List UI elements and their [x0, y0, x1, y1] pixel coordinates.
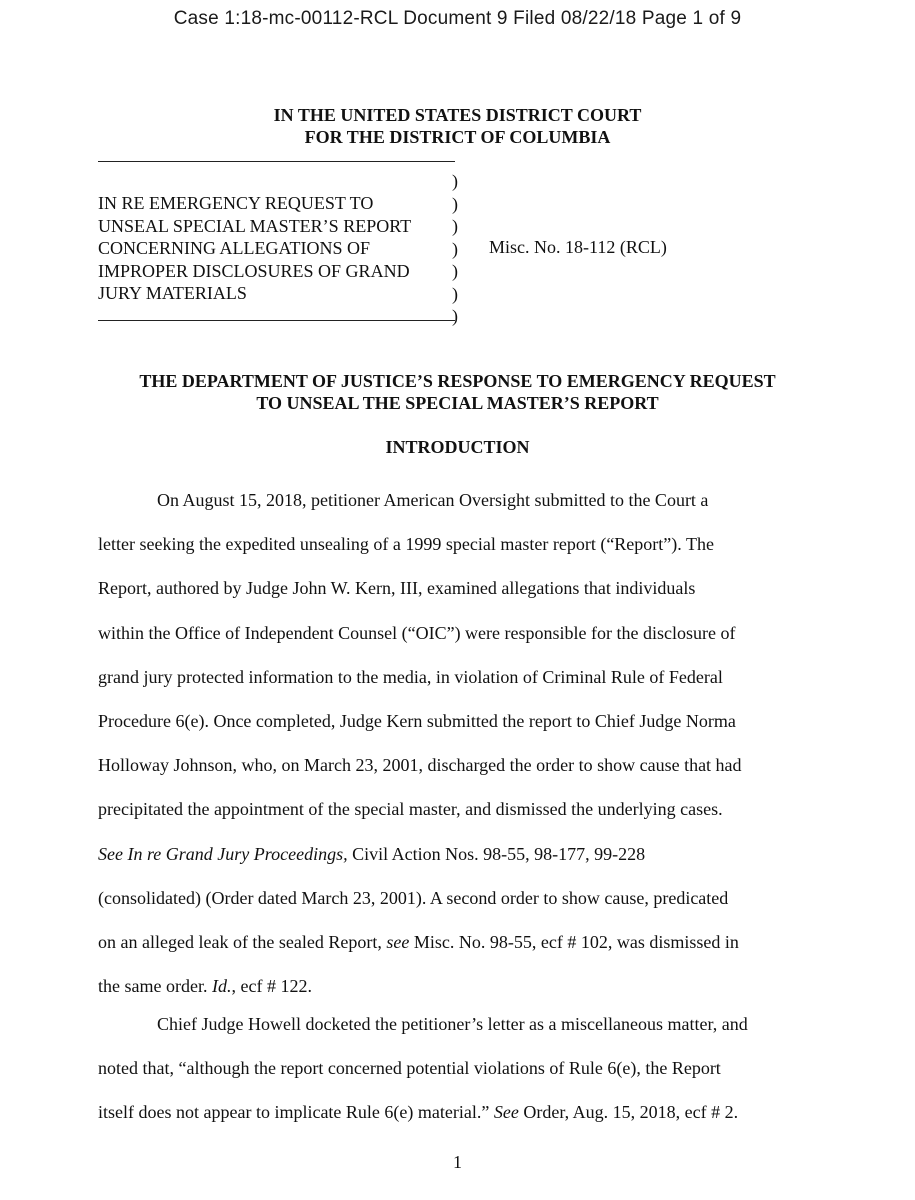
document-title-line1: THE DEPARTMENT OF JUSTICE’S RESPONSE TO EMERGENCY REQUEST — [139, 371, 776, 391]
caption-rule-bottom — [98, 320, 455, 321]
filing-stamp: Case 1:18-mc-00112-RCL Document 9 Filed 08/22/18 Page 1 of 9 — [173, 8, 742, 29]
paragraph-line: On August 15, 2018, petitioner American Oversight submitted to the Court a — [157, 490, 709, 510]
id-citation-italic: Id. — [211, 976, 232, 997]
caption-line: IMPROPER DISCLOSURES OF GRAND — [98, 260, 410, 281]
text-segment: itself does not appear to implicate Rule 6(e) material.” — [98, 1102, 494, 1123]
paragraph-line — [98, 832, 798, 876]
caption-line: CONCERNING ALLEGATIONS OF — [98, 238, 371, 258]
court-name-line2: FOR THE DISTRICT OF COLUMBIA — [304, 127, 611, 147]
paragraph-line: noted that, “although the report concerned potential violations of Rule 6(e), the Report — [98, 1058, 721, 1079]
signal-italic: see — [386, 931, 410, 952]
text-segment: , ecf # 122. — [231, 976, 312, 997]
caption-parens — [452, 170, 458, 328]
text-segment: on an alleged leak of the sealed Report, — [98, 931, 387, 952]
case-citation-italic: See In re Grand Jury Proceedings, — [98, 843, 348, 864]
caption-line: IN RE EMERGENCY REQUEST TO — [98, 193, 374, 213]
paren: ) — [452, 216, 458, 236]
paragraph-line: Holloway Johnson, who, on March 23, 2001, discharged the order to show cause that had — [98, 755, 742, 776]
paragraph-line — [98, 920, 798, 964]
paren: ) — [452, 171, 458, 191]
paragraph-line: Procedure 6(e). Once completed, Judge Kern submitted the report to Chief Judge Norma — [98, 710, 736, 731]
text-segment: the same order. — [98, 976, 212, 997]
court-name-line1: IN THE UNITED STATES DISTRICT COURT — [273, 105, 642, 125]
paragraph-line — [98, 1090, 798, 1134]
paragraph-line: (consolidated) (Order dated March 23, 2001). A second order to show cause, predicated — [98, 887, 729, 908]
page-number: 1 — [453, 1152, 462, 1172]
paragraph-line: grand jury protected information to the media, in violation of Criminal Rule of Federal — [98, 666, 723, 687]
text-segment: Order, Aug. 15, 2018, ecf # 2. — [518, 1102, 739, 1123]
case-number: Misc. No. 18-112 (RCL) — [489, 237, 667, 257]
paren: ) — [452, 306, 458, 326]
paren: ) — [452, 193, 458, 214]
text-segment: Misc. No. 98-55, ecf # 102, was dismissed in — [409, 931, 739, 952]
paragraph-line: precipitated the appointment of the special master, and dismissed the underlying cases. — [98, 799, 723, 820]
caption-rule-top — [98, 161, 455, 162]
citation-text: Civil Action Nos. 98-55, 98-177, 99-228 — [347, 843, 646, 864]
paragraph-1 — [98, 478, 798, 1008]
caption-line: JURY MATERIALS — [98, 283, 247, 303]
document-title-line2: TO UNSEAL THE SPECIAL MASTER’S REPORT — [256, 393, 659, 413]
paragraph-line: within the Office of Independent Counsel (“OIC”) were responsible for the disclosure of — [98, 622, 736, 643]
paren: ) — [452, 283, 458, 304]
signal-italic: See — [493, 1102, 519, 1123]
section-heading-introduction: INTRODUCTION — [385, 437, 530, 457]
paragraph-2 — [98, 1002, 798, 1135]
paren: ) — [452, 261, 458, 281]
caption-line: UNSEAL SPECIAL MASTER’S REPORT — [98, 215, 412, 236]
paren: ) — [452, 238, 458, 259]
document-title — [0, 370, 915, 414]
court-heading — [0, 104, 915, 148]
paragraph-line: Chief Judge Howell docketed the petitioner’s letter as a miscellaneous matter, and — [157, 1014, 748, 1034]
paragraph-line: letter seeking the expedited unsealing of a 1999 special master report (“Report”). The — [98, 534, 714, 555]
paragraph-line: Report, authored by Judge John W. Kern, III, examined allegations that individuals — [98, 578, 696, 599]
caption-title — [98, 192, 411, 305]
